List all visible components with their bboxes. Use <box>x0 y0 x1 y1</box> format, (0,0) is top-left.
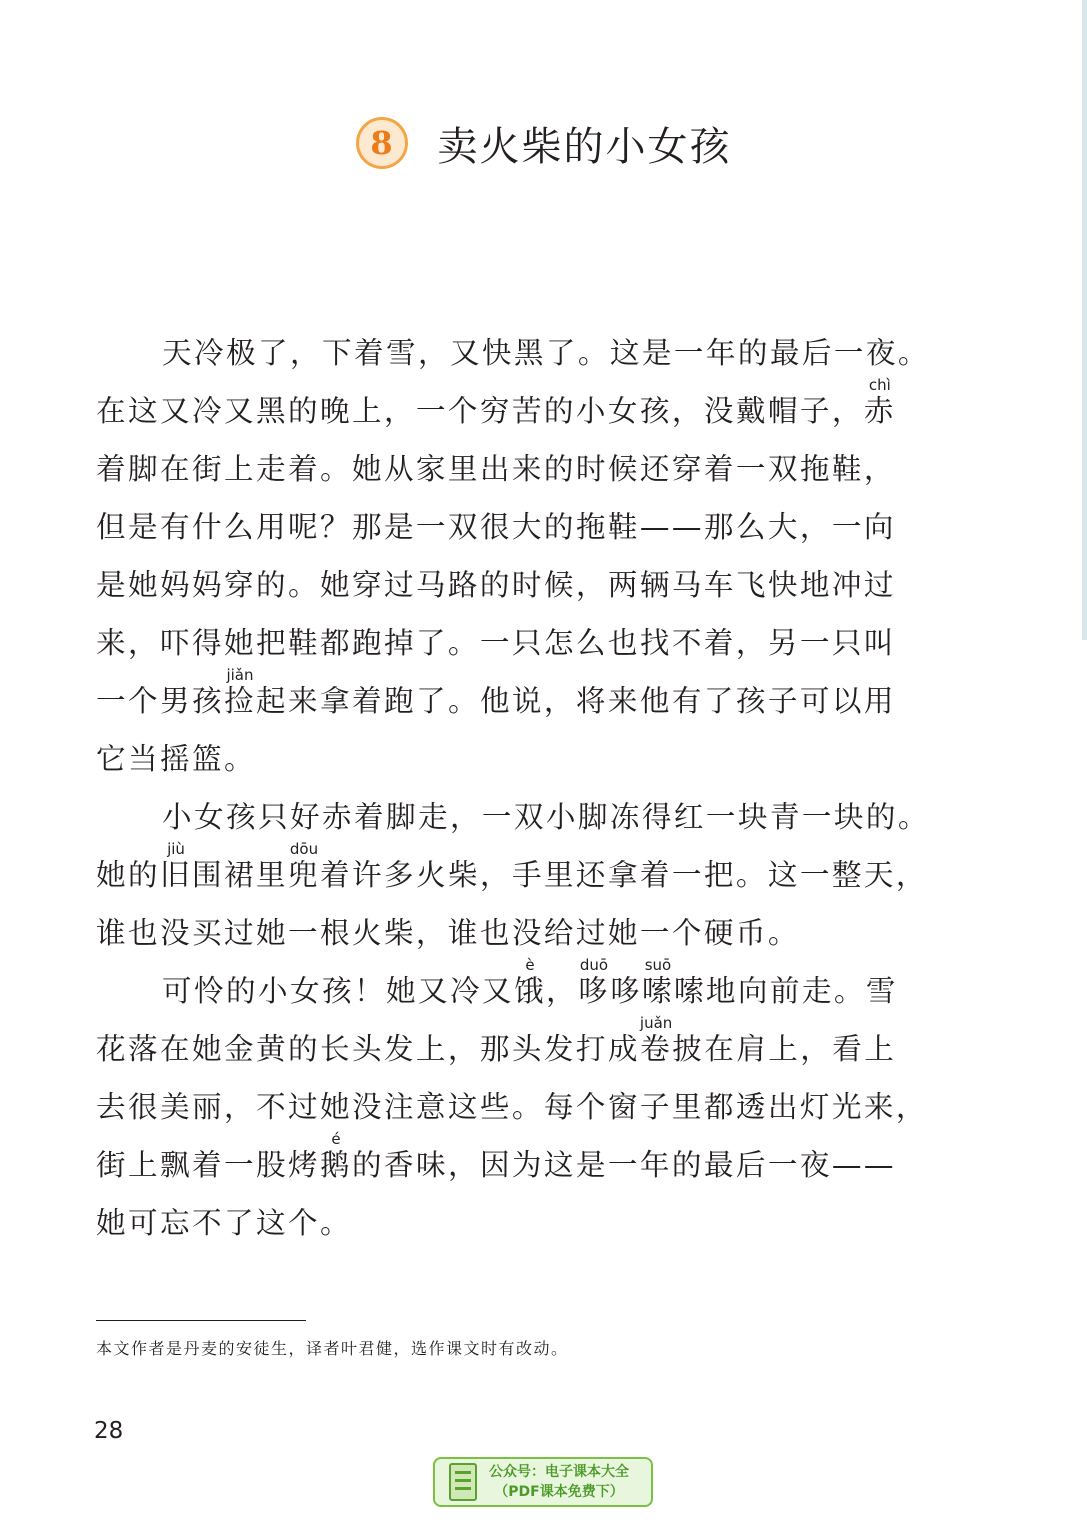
pinyin-annotated-char <box>320 1132 352 1184</box>
pinyin-annotated-char <box>288 842 320 894</box>
lesson-number-badge: 8 <box>356 117 408 169</box>
text-segment: 它当摇篮。 <box>96 742 256 776</box>
annotated-char: 嗦 <box>641 974 674 1008</box>
text-segment: 天冷极了，下着雪，又快黑了。这是一年的最后一夜。 <box>162 336 930 370</box>
text-line <box>96 1130 956 1188</box>
text-segment: 花落在她金黄的长头发上，那头发打成 <box>96 1032 640 1066</box>
pinyin-annotated-char <box>160 842 192 894</box>
lesson-header <box>0 108 1087 178</box>
text-segment: 在这又冷又黑的晚上，一个穷苦的小女孩，没戴帽子， <box>96 394 864 428</box>
pinyin: jiǎn <box>223 666 256 684</box>
pinyin: è <box>513 956 546 974</box>
text-line <box>96 492 956 550</box>
watermark-badge <box>433 1457 653 1507</box>
text-segment: 可怜的小女孩！她又冷又 <box>162 974 514 1008</box>
text-segment: ， <box>545 974 578 1008</box>
watermark-text <box>489 1462 629 1502</box>
annotated-char: 旧 <box>160 858 192 892</box>
text-segment: 着许多火柴，手里还拿着一把。这一整天， <box>319 858 928 892</box>
pinyin-annotated-char <box>642 958 674 1010</box>
page-number: 28 <box>94 1418 124 1444</box>
text-segment: 起来拿着跑了。他说，将来他有了孩子可以用 <box>255 684 896 718</box>
text-line <box>96 434 956 492</box>
text-segment: 她可忘不了这个。 <box>96 1206 352 1240</box>
pinyin: duō <box>577 956 610 974</box>
text-line <box>96 666 956 724</box>
text-segment: 嗦地向前走。雪 <box>673 974 898 1008</box>
paragraph <box>96 318 956 782</box>
text-segment: 她的 <box>96 858 160 892</box>
text-segment: 哆 <box>609 974 642 1008</box>
paragraph <box>96 782 956 956</box>
text-segment: 围裙里 <box>192 858 288 892</box>
text-line <box>96 1014 956 1072</box>
annotated-char: 卷 <box>639 1032 673 1066</box>
annotated-char: 哆 <box>577 974 610 1008</box>
footnote: 本文作者是丹麦的安徒生，译者叶君健，选作课文时有改动。 <box>96 1339 569 1358</box>
text-line <box>96 1188 956 1246</box>
text-segment: 街上飘着一股烤 <box>96 1148 320 1182</box>
pinyin: suō <box>641 956 674 974</box>
page-edge-strip <box>1082 0 1087 640</box>
annotated-char: 赤 <box>863 394 896 428</box>
annotated-char: 鹅 <box>319 1148 352 1182</box>
text-line <box>96 608 956 666</box>
text-segment: 的香味，因为这是一年的最后一夜—— <box>351 1148 896 1182</box>
text-segment: 是她妈妈穿的。她穿过马路的时候，两辆马车飞快地冲过 <box>96 568 896 602</box>
text-segment: 一个男孩 <box>96 684 224 718</box>
text-line <box>96 898 956 956</box>
pinyin-annotated-char <box>864 378 896 430</box>
text-line <box>96 1072 956 1130</box>
pinyin-annotated-char <box>578 958 610 1010</box>
text-line <box>96 782 956 840</box>
text-line <box>96 376 956 434</box>
story-body <box>96 318 956 1246</box>
pinyin: jiù <box>160 840 192 858</box>
text-segment: 小女孩只好赤着脚走，一双小脚冻得红一块青一块的。 <box>162 800 930 834</box>
pinyin-annotated-char <box>514 958 546 1010</box>
text-segment: 谁也没买过她一根火柴，谁也没给过她一个硬币。 <box>96 916 800 950</box>
pinyin: é <box>319 1130 352 1148</box>
annotated-char: 兜 <box>287 858 320 892</box>
annotated-char: 饿 <box>513 974 546 1008</box>
text-line <box>96 318 956 376</box>
text-line <box>96 956 956 1014</box>
pinyin: dōu <box>287 840 320 858</box>
footnote-divider <box>96 1320 306 1321</box>
pinyin-annotated-char <box>224 668 256 720</box>
paragraph <box>96 956 956 1246</box>
watermark-line-1: 公众号：电子课本大全 <box>489 1464 629 1480</box>
text-line <box>96 724 956 782</box>
text-segment: 去很美丽，不过她没注意这些。每个窗子里都透出灯光来， <box>96 1090 928 1124</box>
pinyin-annotated-char <box>640 1016 672 1068</box>
text-line <box>96 550 956 608</box>
text-segment: 着脚在街上走着。她从家里出来的时候还穿着一双拖鞋， <box>96 452 896 486</box>
text-segment: 但是有什么用呢？那是一双很大的拖鞋——那么大，一向 <box>96 510 896 544</box>
watermark-line-2: （PDF课本免费下） <box>494 1484 624 1500</box>
text-segment: 来，吓得她把鞋都跑掉了。一只怎么也找不着，另一只叫 <box>96 626 896 660</box>
text-line <box>96 840 956 898</box>
book-icon <box>449 1463 477 1501</box>
lesson-title: 卖火柴的小女孩 <box>437 123 732 170</box>
pinyin: juǎn <box>639 1014 673 1032</box>
annotated-char: 捡 <box>223 684 256 718</box>
text-segment: 披在肩上，看上 <box>672 1032 897 1066</box>
pinyin: chì <box>863 376 896 394</box>
